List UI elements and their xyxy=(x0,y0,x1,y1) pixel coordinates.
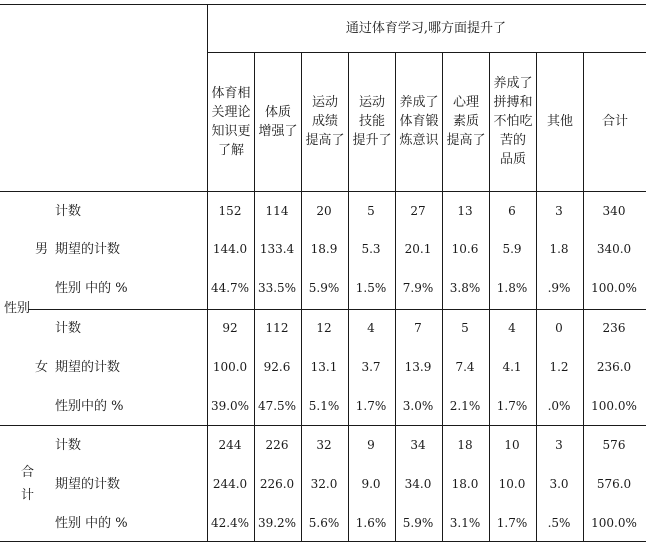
table-cell: 340 xyxy=(602,204,626,218)
table-cell: 3 xyxy=(555,204,563,218)
table-cell: 10.6 xyxy=(451,242,479,256)
table-cell: 152 xyxy=(218,204,242,218)
row-label: 期望的计数 xyxy=(55,360,121,375)
table-cell: 20.1 xyxy=(404,242,432,256)
group-label-male: 男 xyxy=(35,242,49,257)
row-group-label: 性别 xyxy=(4,301,31,316)
total-label-top: 合 xyxy=(21,465,35,480)
table-cell: 6 xyxy=(508,204,516,218)
table-cell: 100.0 xyxy=(212,360,248,374)
table-cell: 1.8% xyxy=(496,281,528,295)
table-cell: 44.7% xyxy=(210,281,250,295)
gender-divider-rule xyxy=(37,309,646,310)
column-header-line: 提高了 xyxy=(305,133,345,148)
header-bottom-rule xyxy=(0,191,646,192)
table-cell: 244.0 xyxy=(212,477,248,491)
table-cell: 18.0 xyxy=(451,477,479,491)
column-header xyxy=(396,53,442,190)
table-cell: 92 xyxy=(222,321,238,335)
table-cell: 5 xyxy=(461,321,469,335)
column-header-line: 知识更 xyxy=(211,123,251,139)
column-header-line: 其他 xyxy=(546,114,573,129)
column-header-line: 苦的 xyxy=(499,133,526,148)
table-cell: 340.0 xyxy=(596,242,632,256)
column-header-line: 运动 xyxy=(358,95,385,110)
table-cell: 47.5% xyxy=(257,399,297,413)
row-label: 期望的计数 xyxy=(55,242,121,257)
table-cell: 5.6% xyxy=(308,516,340,530)
top-rule xyxy=(0,4,646,5)
table-cell: 13.9 xyxy=(404,360,432,374)
table-cell: 114 xyxy=(265,204,289,218)
table-cell: 226 xyxy=(265,438,289,452)
column-header-line: 增强了 xyxy=(258,123,298,139)
table-cell: .9% xyxy=(547,281,571,295)
table-cell: 33.5% xyxy=(257,281,297,295)
table-cell: 236 xyxy=(602,321,626,335)
table-cell: 5.9% xyxy=(402,516,434,530)
row-label: 计数 xyxy=(55,204,82,219)
table-cell: 34 xyxy=(410,438,426,452)
table-cell: 13.1 xyxy=(310,360,338,374)
row-label: 性别 中的 % xyxy=(55,516,128,531)
column-header xyxy=(443,53,489,190)
table-cell: 5 xyxy=(367,204,375,218)
column-header xyxy=(302,53,348,190)
table-cell: 42.4% xyxy=(210,516,250,530)
table-cell: 226.0 xyxy=(259,477,295,491)
table-cell: 10 xyxy=(504,438,520,452)
table-cell: 34.0 xyxy=(404,477,432,491)
column-header-line: 合计 xyxy=(601,114,628,129)
table-cell: 100.0% xyxy=(591,399,637,413)
row-label: 性别 中的 % xyxy=(55,281,128,296)
table-cell: 0 xyxy=(555,321,563,335)
column-header-line: 体育相 xyxy=(211,85,251,101)
table-cell: 18 xyxy=(457,438,473,452)
table-cell: 3 xyxy=(555,438,563,452)
table-cell: 92.6 xyxy=(263,360,291,374)
table-cell: 576.0 xyxy=(596,477,632,491)
group-header-title: 通过体育学习,哪方面提升了 xyxy=(345,21,507,36)
table-cell: 3.1% xyxy=(449,516,481,530)
table-cell: .5% xyxy=(547,516,571,530)
table-cell: 3.0% xyxy=(402,399,434,413)
column-header-line: 体育锻 xyxy=(399,114,439,129)
table-cell: 5.9% xyxy=(308,281,340,295)
total-divider-rule xyxy=(0,425,646,426)
table-cell: 4 xyxy=(367,321,375,335)
table-cell: 236.0 xyxy=(596,360,632,374)
table-cell: 5.1% xyxy=(308,399,340,413)
table-cell: 5.3 xyxy=(361,242,381,256)
table-cell: 1.2 xyxy=(549,360,569,374)
bottom-rule xyxy=(0,541,646,542)
column-header-line: 养成了 xyxy=(493,76,533,91)
table-cell: 32 xyxy=(316,438,332,452)
column-header-line: 炼意识 xyxy=(399,133,439,148)
table-cell: 112 xyxy=(265,321,289,335)
column-header-line: 不怕吃 xyxy=(493,114,533,129)
column-header xyxy=(537,53,583,190)
row-label: 计数 xyxy=(55,321,82,336)
table-cell: 5.9 xyxy=(502,242,522,256)
column-header-line: 了解 xyxy=(217,142,244,158)
table-cell: 4.1 xyxy=(502,360,522,374)
table-cell: 7.9% xyxy=(402,281,434,295)
column-header xyxy=(208,53,254,190)
column-header-line: 运动 xyxy=(311,95,338,110)
table-cell: 18.9 xyxy=(310,242,338,256)
table-cell: 133.4 xyxy=(259,242,295,256)
column-header-line: 养成了 xyxy=(399,95,439,110)
column-header-line: 品质 xyxy=(499,152,526,167)
table-cell: .0% xyxy=(547,399,571,413)
column-header-line: 技能 xyxy=(358,114,385,129)
table-cell: 144.0 xyxy=(212,242,248,256)
table-cell: 27 xyxy=(410,204,426,218)
table-cell: 576 xyxy=(602,438,626,452)
table-cell: 13 xyxy=(457,204,473,218)
row-label: 期望的计数 xyxy=(55,477,121,492)
table-cell: 244 xyxy=(218,438,242,452)
table-cell: 1.7% xyxy=(496,399,528,413)
column-header xyxy=(255,53,301,190)
table-cell: 100.0% xyxy=(591,281,637,295)
table-cell: 39.0% xyxy=(210,399,250,413)
column-header xyxy=(349,53,395,190)
table-cell: 7 xyxy=(414,321,422,335)
column-header-line: 体质 xyxy=(264,104,291,120)
column-header-line: 提高了 xyxy=(446,133,486,148)
column-header-line: 成绩 xyxy=(311,114,338,129)
table-cell: 2.1% xyxy=(449,399,481,413)
table-cell: 20 xyxy=(316,204,332,218)
table-cell: 1.5% xyxy=(355,281,387,295)
column-header xyxy=(490,53,536,190)
table-cell: 4 xyxy=(508,321,516,335)
column-header-line: 素质 xyxy=(452,114,479,129)
table-cell: 3.7 xyxy=(361,360,381,374)
column-header-line: 心理 xyxy=(452,95,479,110)
column-header-line: 关理论 xyxy=(211,104,251,120)
total-label-bottom: 计 xyxy=(21,488,35,503)
table-cell: 7.4 xyxy=(455,360,475,374)
column-header-line: 提升了 xyxy=(352,133,392,148)
table-cell: 9.0 xyxy=(361,477,381,491)
column-header-line: 拼搏和 xyxy=(493,95,533,110)
table-cell: 100.0% xyxy=(591,516,637,530)
table-cell: 1.7% xyxy=(355,399,387,413)
group-label-female: 女 xyxy=(35,360,49,375)
row-label: 性别中的 % xyxy=(55,399,124,414)
row-label: 计数 xyxy=(55,438,82,453)
table-cell: 32.0 xyxy=(310,477,338,491)
table-cell: 10.0 xyxy=(498,477,526,491)
table-cell: 12 xyxy=(316,321,332,335)
table-cell: 1.7% xyxy=(496,516,528,530)
table-cell: 1.8 xyxy=(549,242,569,256)
table-cell: 3.8% xyxy=(449,281,481,295)
table-cell: 39.2% xyxy=(257,516,297,530)
table-cell: 1.6% xyxy=(355,516,387,530)
column-header xyxy=(584,53,646,190)
table-cell: 3.0 xyxy=(549,477,569,491)
table-cell: 9 xyxy=(367,438,375,452)
